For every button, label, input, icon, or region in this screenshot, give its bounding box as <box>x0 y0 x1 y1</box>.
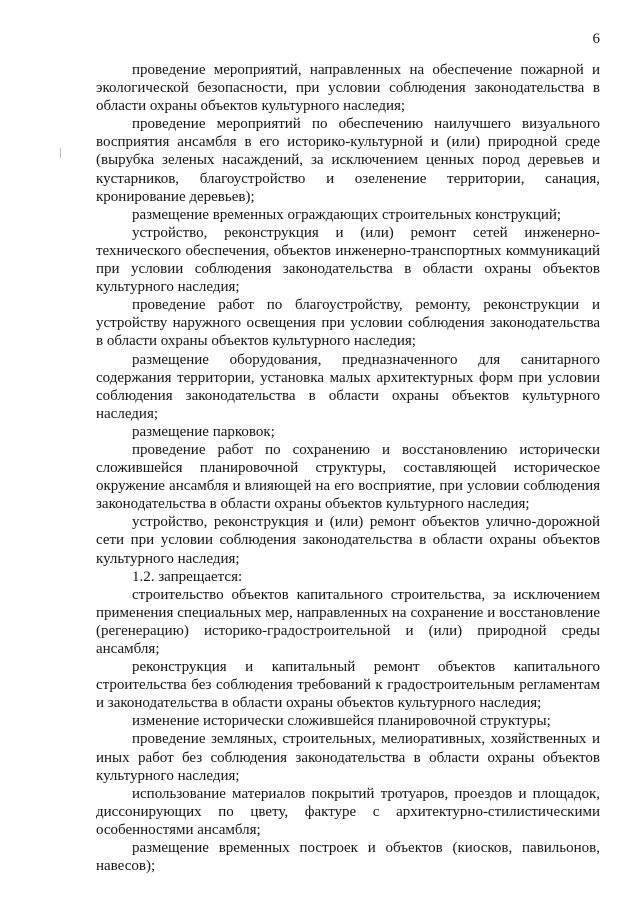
paragraph-reconstruction-repair: реконструкция и капитальный ремонт объектов капитального строительства без соблюдения требований к градостроительным регламентам и законодательства в области охраны объектов культурного наследия; <box>96 659 600 712</box>
paragraph-engineering-networks: устройство, реконструкция и (или) ремонт сетей инженерно-технического обеспечения, объектов инженерно-транспортных коммуникаций при условии соблюдения законодательства в области охраны объектов культурного наследия; <box>96 224 600 296</box>
section-heading-prohibited: 1.2. запрещается: <box>132 568 243 585</box>
paragraph-road-network: устройство, реконструкция и (или) ремонт объектов улично-дорожной сети при условии соблюдения законодательства в области охраны объектов культурного наследия; <box>96 514 600 567</box>
page-number: 6 <box>592 31 600 47</box>
paragraph-paving-materials: использование материалов покрытий тротуаров, проездов и площадок, диссонирующих по цвету, фактуре с архитектурно-стилистическими особенностями ансамбля; <box>96 785 600 838</box>
document-body <box>96 61 600 875</box>
paragraph-temporary-buildings: размещение временных построек и объектов (киосков, павильонов, навесов); <box>96 840 600 875</box>
paragraph-sanitary-equipment: размещение оборудования, предназначенного для санитарного содержания территории, установка малых архитектурных форм при условии соблюдения законодательства в области охраны объектов культурного наследия; <box>96 351 600 422</box>
paragraph-visual-perception: проведение мероприятий по обеспечению наилучшего визуального восприятия ансамбля в его историко-культурной и (или) природной среде (вырубка зеленых насаждений, за исключением ценных пород деревьев и кустарников, благоустройство и озеленение территории, санация, кронирование деревьев); <box>96 116 600 205</box>
paragraph-temporary-fencing: размещение временных ограждающих строительных конструкций; <box>132 206 562 223</box>
paragraph-capital-construction: строительство объектов капитального строительства, за исключением применения специальных мер, направленных на сохранение и восстановление (регенерацию) историко-градостроительной и (или) природной среды ансамбля; <box>96 586 600 657</box>
margin-mark <box>60 148 61 158</box>
paragraph-planning-structure-change: изменение исторически сложившейся планировочной структуры; <box>132 713 551 730</box>
paragraph-earthworks: проведение земляных, строительных, мелиоративных, хозяйственных и иных работ без соблюдения законодательства в области охраны объектов культурного наследия; <box>96 731 600 784</box>
paragraph-fire-ecology-safety: проведение мероприятий, направленных на обеспечение пожарной и экологической безопасности, при условии соблюдения законодательства в области охраны объектов культурного наследия; <box>96 62 600 115</box>
paragraph-parking: размещение парковок; <box>132 423 275 440</box>
paragraph-landscaping-lighting: проведение работ по благоустройству, ремонту, реконструкции и устройству наружного освещения при условии соблюдения законодательства в области охраны объектов культурного наследия; <box>96 297 600 350</box>
paragraph-planning-structure-restoration: проведение работ по сохранению и восстановлению исторически сложившейся планировочной структуры, составляющей историческое окружение ансамбля и влияющей на его восприятие, при условии соблюдения законодательства в области охраны объектов культурного наследия; <box>96 441 600 513</box>
